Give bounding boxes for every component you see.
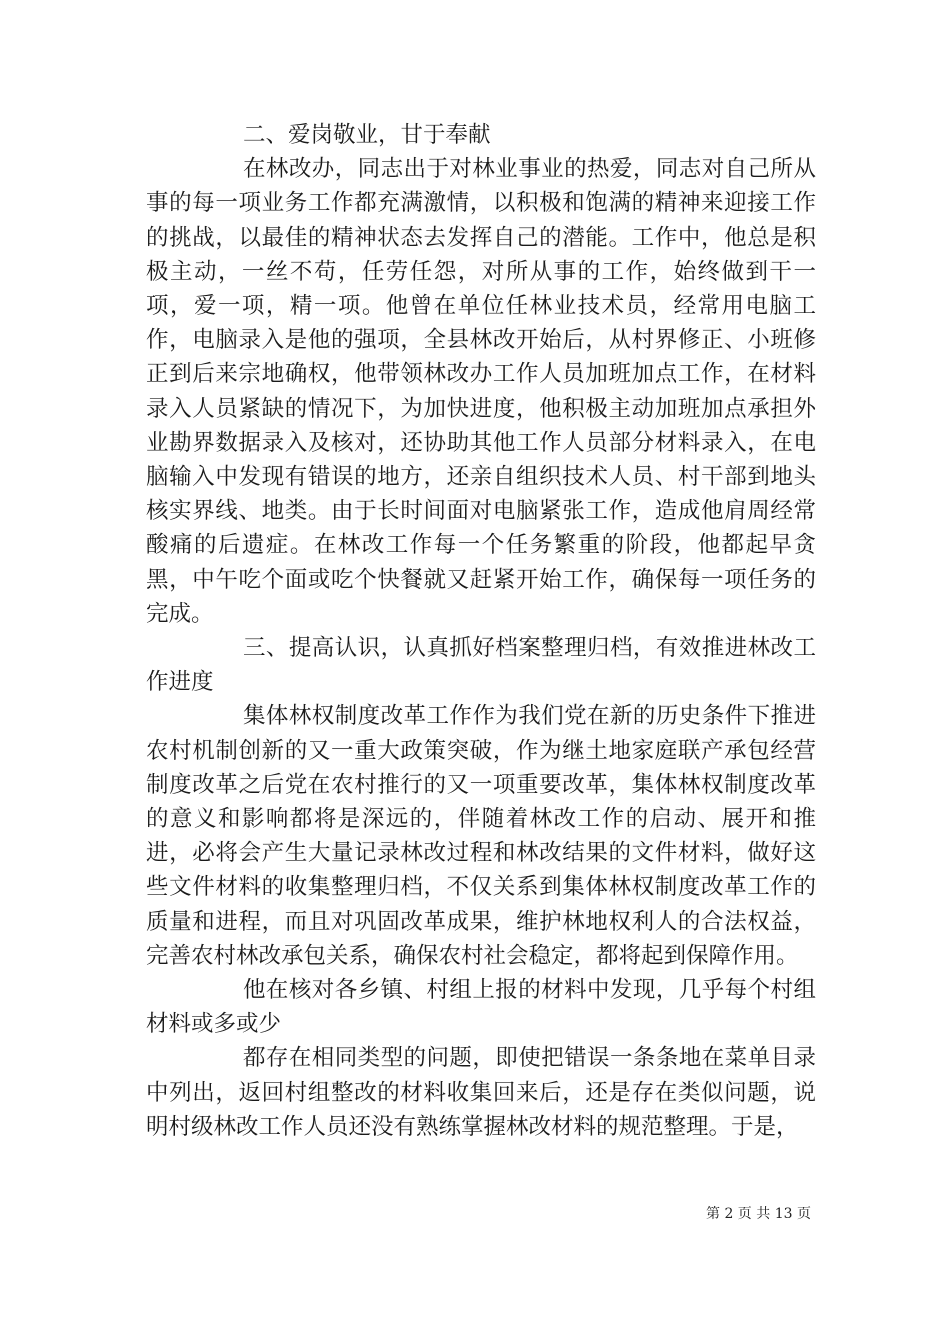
- page-number-footer: 第 2 页 共 13 页: [706, 1206, 811, 1222]
- body-paragraph: 他在核对各乡镇、村组上报的材料中发现，几乎每个村组材料或多或少: [146, 977, 816, 1038]
- body-paragraph: 在林改办，同志出于对林业事业的热爱，同志对自己所从事的每一项业务工作都充满激情，以积极和饱满的精神来迎接工作的挑战，以最佳的精神状态去发挥自己的潜能。工作中，他总是积极主动，一丝不苟，任劳任怨，对所从事的工作，始终做到干一项，爱一项，精一项。他曾在单位任林业技术员，经常用电脑工作，电脑录入是他的强项，全县林改开始后，从村界修正、小班修正到后来宗地确权，他带领林改办工作人员加班加点工作，在材料录入人员紧缺的情况下，为加快进度，他积极主动加班加点承担外业勘界数据录入及核对，还协助其他工作人员部分材料录入，在电脑输入中发现有错误的地方，还亲自组织技术人员、村干部到地头核实界线、地类。由于长时间面对电脑紧张工作，造成他肩周经常酸痛的后遗症。在林改工作每一个任务繁重的阶段，他都起早贪黑，中午吃个面或吃个快餐就又赶紧开始工作，确保每一项任务的完成。: [146, 156, 816, 627]
- body-paragraph: 集体林权制度改革工作作为我们党在新的历史条件下推进农村机制创新的又一重大政策突破，作为继土地家庭联产承包经营制度改革之后党在农村推行的又一项重要改革，集体林权制度改革的意义和影响都将是深远的，伴随着林改工作的启动、展开和推进，必将会产生大量记录林改过程和林改结果的文件材料，做好这些文件材料的收集整理归档，不仅关系到集体林权制度改革工作的质量和进程，而且对巩固改革成果，维护林地权利人的合法权益，完善农村林改承包关系，确保农村社会稳定，都将起到保障作用。: [146, 703, 816, 969]
- section-heading-3: 三、提高认识，认真抓好档案整理归档，有效推进林改工作进度: [146, 635, 816, 696]
- section-heading-2: 二、爱岗敬业，甘于奉献: [243, 122, 491, 148]
- body-paragraph: 都存在相同类型的问题，即使把错误一条条地在菜单目录中列出，返回村组整改的材料收集回来后，还是存在类似问题，说明村级林改工作人员还没有熟练掌握林改材料的规范整理。于是，: [146, 1045, 816, 1140]
- document-body: [146, 118, 816, 1144]
